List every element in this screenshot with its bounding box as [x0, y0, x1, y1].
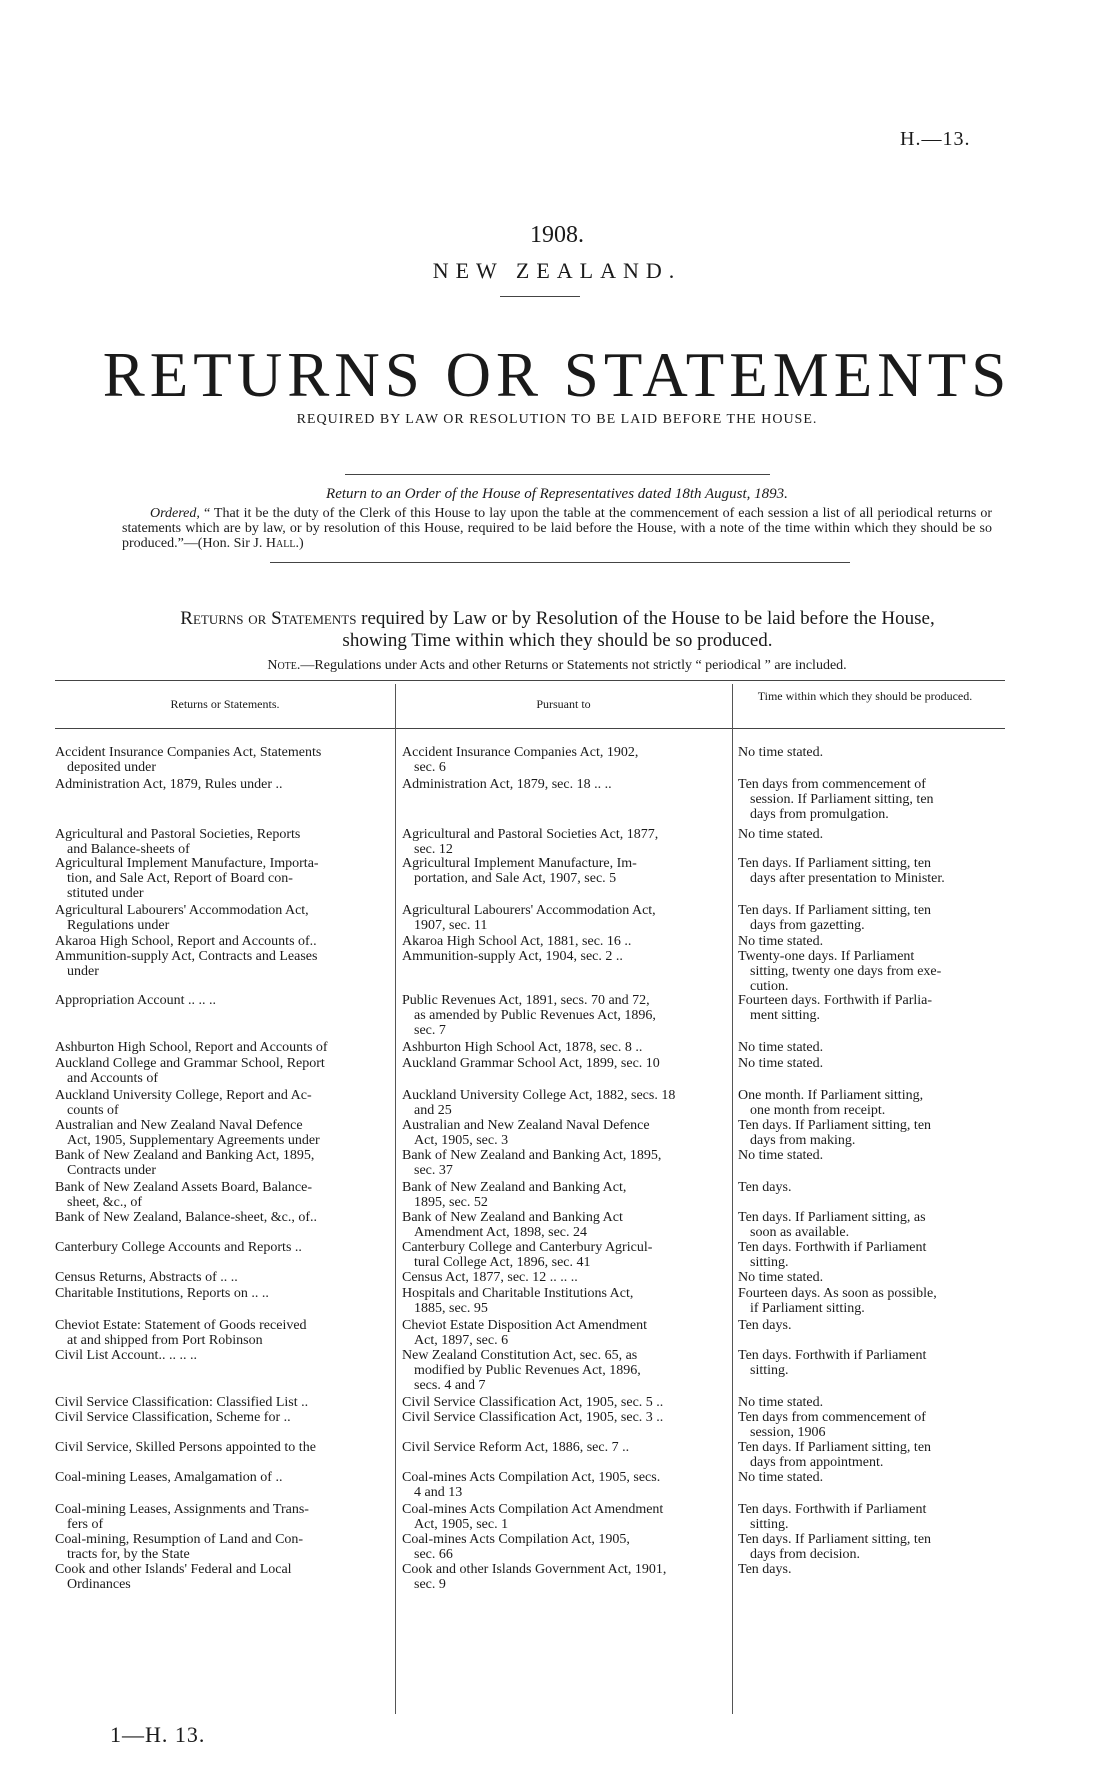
- cell-line: Ten days. If Parliament sitting, ten: [738, 856, 932, 871]
- return-order-line: Return to an Order of the House of Representatives dated 18th August, 1893.: [326, 486, 788, 502]
- cell-pursuant: [402, 1180, 727, 1210]
- cell-pursuant: [402, 1040, 727, 1055]
- cell-line: Accident Insurance Companies Act, Statements: [55, 745, 322, 760]
- divider: [270, 562, 850, 563]
- cell-return: [55, 1088, 390, 1118]
- cell-line: if Parliament sitting.: [750, 1301, 865, 1316]
- order-text: [122, 506, 992, 551]
- cell-line: at and shipped from Port Robinson: [67, 1333, 263, 1348]
- cell-return: [55, 777, 390, 792]
- cell-return: [55, 1240, 390, 1255]
- cell-return: [55, 1470, 390, 1485]
- ordered-body: “ That it be the duty of the Clerk of this House to lay upon the table at the commencement of each session a list of all periodical returns or statements which are by law, or by resolution of this House, required to be laid before the House, with a note of the time within which they should be so produced.”—(Hon. Sir J.: [122, 506, 993, 551]
- cell-time: [738, 1502, 1003, 1532]
- cell-line: 1895, sec. 52: [414, 1195, 488, 1210]
- cell-line: Australian and New Zealand Naval Defence: [402, 1118, 650, 1133]
- cell-line: days from gazetting.: [750, 918, 865, 933]
- cell-time: [738, 1240, 1003, 1270]
- cell-line: Coal-mines Acts Compilation Act Amendment: [402, 1502, 664, 1517]
- cell-line: Coal-mines Acts Compilation Act, 1905, secs.: [402, 1470, 661, 1485]
- cell-pursuant: [402, 993, 727, 1038]
- note: [0, 658, 1114, 674]
- cell-time: [738, 1440, 1003, 1470]
- cell-time: [738, 949, 1003, 994]
- cell-line: Civil Service Reform Act, 1886, sec. 7 ..: [402, 1440, 630, 1455]
- cell-line: Ashburton High School, Report and Accounts of: [55, 1040, 328, 1055]
- cell-line: Bank of New Zealand and Banking Act,: [402, 1180, 627, 1195]
- cell-line: Public Revenues Act, 1891, secs. 70 and 72,: [402, 993, 650, 1008]
- column-header-returns: Returns or Statements.: [170, 697, 280, 711]
- cell-time: [738, 1270, 1003, 1285]
- cell-line: One month. If Parliament sitting,: [738, 1088, 924, 1103]
- cell-pursuant: [402, 1502, 727, 1532]
- cell-return: [55, 993, 390, 1008]
- country-name: NEW ZEALAND.: [432, 258, 682, 283]
- cell-line: Ten days. If Parliament sitting, ten: [738, 1440, 932, 1455]
- cell-line: and 25: [414, 1103, 452, 1118]
- cell-time: [738, 903, 1003, 933]
- cell-line: Administration Act, 1879, Rules under ..: [55, 777, 283, 792]
- cell-return: [55, 1040, 390, 1055]
- cell-line: Ten days.: [738, 1318, 792, 1333]
- cell-return: [55, 827, 390, 857]
- cell-line: tracts for, by the State: [67, 1547, 190, 1562]
- cell-line: No time stated.: [738, 1040, 824, 1055]
- cell-return: [55, 1395, 390, 1410]
- cell-pursuant: [402, 1410, 727, 1425]
- cell-line: sec. 12: [414, 842, 453, 857]
- cell-line: Act, 1897, sec. 6: [414, 1333, 509, 1348]
- cell-line: No time stated.: [738, 1148, 824, 1163]
- cell-line: sec. 7: [414, 1023, 446, 1038]
- cell-line: sec. 6: [414, 760, 446, 775]
- cell-time: [738, 1395, 1003, 1410]
- cell-time: [738, 993, 1003, 1023]
- divider: [500, 296, 580, 297]
- cell-line: portation, and Sale Act, 1907, sec. 5: [414, 871, 617, 886]
- cell-line: No time stated.: [738, 1470, 824, 1485]
- cell-line: Appropriation Account .. .. ..: [55, 993, 216, 1008]
- cell-pursuant: [402, 1240, 727, 1270]
- cell-time: [738, 1348, 1003, 1378]
- cell-time: [738, 1410, 1003, 1440]
- cell-line: days from appointment.: [750, 1455, 884, 1470]
- cell-line: Civil Service, Skilled Persons appointed to the: [55, 1440, 316, 1455]
- cell-line: session, 1906: [750, 1425, 826, 1440]
- column-header-pursuant: Pursuant to: [536, 697, 591, 711]
- column-divider: [732, 684, 733, 1714]
- cell-pursuant: [402, 1395, 727, 1410]
- cell-line: days from making.: [750, 1133, 856, 1148]
- cell-pursuant: [402, 1270, 727, 1285]
- cell-pursuant: [402, 934, 727, 949]
- cell-line: sec. 9: [414, 1577, 446, 1592]
- cell-pursuant: [402, 1148, 727, 1178]
- cell-return: [55, 1148, 390, 1178]
- cell-line: cution.: [750, 979, 789, 994]
- cell-time: [738, 1088, 1003, 1118]
- cell-line: under: [67, 964, 99, 979]
- cell-time: [738, 777, 1003, 822]
- cell-line: Civil Service Classification: Classified List ..: [55, 1395, 309, 1410]
- cell-line: sitting, twenty one days from exe-: [750, 964, 942, 979]
- cell-time: [738, 1470, 1003, 1485]
- cell-line: Coal-mining Leases, Assignments and Trans-: [55, 1502, 309, 1517]
- cell-time: [738, 1056, 1003, 1071]
- cell-line: days from decision.: [750, 1547, 861, 1562]
- cell-time: [738, 1040, 1003, 1055]
- cell-return: [55, 1118, 390, 1148]
- cell-return: [55, 1270, 390, 1285]
- cell-line: Census Act, 1877, sec. 12 .. .. ..: [402, 1270, 578, 1285]
- cell-line: tural College Act, 1896, sec. 41: [414, 1255, 591, 1270]
- cell-pursuant: [402, 1210, 727, 1240]
- cell-line: Act, 1905, Supplementary Agreements under: [67, 1133, 320, 1148]
- cell-line: 1907, sec. 11: [414, 918, 488, 933]
- cell-return: [55, 934, 390, 949]
- cell-pursuant: [402, 1286, 727, 1316]
- cell-line: soon as available.: [750, 1225, 850, 1240]
- cell-line: Bank of New Zealand and Banking Act: [402, 1210, 623, 1225]
- cell-line: Ten days. Forthwith if Parliament: [738, 1240, 927, 1255]
- cell-line: Ten days.: [738, 1180, 792, 1195]
- cell-line: Ten days from commencement of: [738, 1410, 926, 1425]
- cell-line: sheet, &c., of: [67, 1195, 143, 1210]
- page-footer: 1—H. 13.: [110, 1722, 206, 1747]
- cell-return: [55, 1056, 390, 1086]
- cell-time: [738, 1180, 1003, 1195]
- cell-return: [55, 856, 390, 901]
- cell-pursuant: [402, 1562, 727, 1592]
- cell-return: [55, 1410, 390, 1425]
- cell-line: Twenty-one days. If Parliament: [738, 949, 915, 964]
- cell-line: Ammunition-supply Act, 1904, sec. 2 ..: [402, 949, 623, 964]
- ordered-end: .): [295, 536, 304, 551]
- cell-time: [738, 745, 1003, 760]
- heading-statements: Statements: [271, 608, 357, 629]
- cell-line: Akaroa High School Act, 1881, sec. 16 ..: [402, 934, 632, 949]
- cell-line: Auckland University College, Report and Ac-: [55, 1088, 312, 1103]
- cell-line: New Zealand Constitution Act, sec. 65, as: [402, 1348, 638, 1363]
- cell-line: Ammunition-supply Act, Contracts and Leases: [55, 949, 318, 964]
- cell-line: Regulations under: [67, 918, 170, 933]
- cell-return: [55, 1440, 390, 1455]
- cell-return: [55, 1318, 390, 1348]
- cell-line: No time stated.: [738, 1270, 824, 1285]
- table-top-rule: [55, 680, 1005, 681]
- cell-line: Bank of New Zealand and Banking Act, 1895,: [55, 1148, 315, 1163]
- cell-line: Ten days. If Parliament sitting, as: [738, 1210, 926, 1225]
- cell-line: stituted under: [67, 886, 144, 901]
- divider: [345, 474, 770, 475]
- cell-line: Auckland Grammar School Act, 1899, sec. 10: [402, 1056, 660, 1071]
- cell-line: Agricultural Labourers' Accommodation Act,: [402, 903, 656, 918]
- cell-line: Akaroa High School, Report and Accounts of..: [55, 934, 317, 949]
- cell-line: Agricultural and Pastoral Societies Act, 1877,: [402, 827, 659, 842]
- cell-line: Australian and New Zealand Naval Defence: [55, 1118, 303, 1133]
- cell-line: Administration Act, 1879, sec. 18 .. ..: [402, 777, 612, 792]
- cell-line: No time stated.: [738, 827, 824, 842]
- cell-line: 4 and 13: [414, 1485, 463, 1500]
- cell-pursuant: [402, 1056, 727, 1071]
- cell-line: fers of: [67, 1517, 104, 1532]
- cell-line: Canterbury College and Canterbury Agricul-: [402, 1240, 653, 1255]
- cell-line: days after presentation to Minister.: [750, 871, 945, 886]
- cell-return: [55, 949, 390, 979]
- cell-pursuant: [402, 777, 727, 792]
- cell-time: [738, 827, 1003, 842]
- page-subtitle: REQUIRED BY LAW OR RESOLUTION TO BE LAID BEFORE THE HOUSE.: [296, 412, 818, 427]
- cell-line: modified by Public Revenues Act, 1896,: [414, 1363, 641, 1378]
- cell-line: No time stated.: [738, 745, 824, 760]
- cell-line: sitting.: [750, 1363, 789, 1378]
- note-label: Note.: [267, 658, 301, 673]
- cell-line: Agricultural Labourers' Accommodation Act,: [55, 903, 309, 918]
- cell-line: sec. 66: [414, 1547, 453, 1562]
- cell-pursuant: [402, 1470, 727, 1500]
- cell-time: [738, 856, 1003, 886]
- cell-line: Fourteen days. As soon as possible,: [738, 1286, 937, 1301]
- cell-line: Ten days.: [738, 1562, 792, 1577]
- cell-line: Canterbury College Accounts and Reports ..: [55, 1240, 302, 1255]
- cell-pursuant: [402, 1348, 727, 1393]
- cell-line: Accident Insurance Companies Act, 1902,: [402, 745, 639, 760]
- cell-line: Agricultural Implement Manufacture, Importa-: [55, 856, 319, 871]
- cell-line: Civil Service Classification Act, 1905, sec. 3 ..: [402, 1410, 664, 1425]
- cell-line: Coal-mining Leases, Amalgamation of ..: [55, 1470, 283, 1485]
- cell-line: Civil Service Classification Act, 1905, sec. 5 ..: [402, 1395, 664, 1410]
- cell-pursuant: [402, 1118, 727, 1148]
- cell-line: as amended by Public Revenues Act, 1896,: [414, 1008, 656, 1023]
- cell-line: Ten days. If Parliament sitting, ten: [738, 1118, 932, 1133]
- cell-return: [55, 903, 390, 933]
- ordered-label: Ordered,: [150, 506, 200, 521]
- cell-line: Cheviot Estate Disposition Act Amendment: [402, 1318, 647, 1333]
- cell-time: [738, 1532, 1003, 1562]
- column-divider: [395, 684, 396, 1714]
- cell-line: Agricultural and Pastoral Societies, Reports: [55, 827, 301, 842]
- cell-line: Coal-mines Acts Compilation Act, 1905,: [402, 1532, 630, 1547]
- cell-line: tion, and Sale Act, Report of Board con-: [67, 871, 293, 886]
- cell-line: ment sitting.: [750, 1008, 820, 1023]
- cell-return: [55, 1562, 390, 1592]
- cell-line: No time stated.: [738, 1395, 824, 1410]
- cell-line: Ten days from commencement of: [738, 777, 926, 792]
- cell-line: days from promulgation.: [750, 807, 889, 822]
- cell-pursuant: [402, 1088, 727, 1118]
- cell-return: [55, 1210, 390, 1225]
- cell-pursuant: [402, 827, 727, 857]
- cell-line: Cheviot Estate: Statement of Goods received: [55, 1318, 307, 1333]
- cell-line: No time stated.: [738, 1056, 824, 1071]
- cell-pursuant: [402, 1532, 727, 1562]
- cell-line: deposited under: [67, 760, 157, 775]
- page-title: RETURNS OR STATEMENTS: [102, 340, 1012, 410]
- cell-pursuant: [402, 949, 727, 964]
- cell-time: [738, 1562, 1003, 1577]
- cell-time: [738, 1210, 1003, 1240]
- heading-line2: showing Time within which they should be so produced.: [342, 630, 773, 651]
- cell-return: [55, 1180, 390, 1210]
- cell-pursuant: [402, 1318, 727, 1348]
- cell-return: [55, 1286, 390, 1301]
- cell-line: Civil List Account.. .. .. ..: [55, 1348, 197, 1363]
- cell-line: Cook and other Islands Government Act, 1901,: [402, 1562, 667, 1577]
- cell-return: [55, 745, 390, 775]
- ordered-name: Hall: [265, 536, 296, 551]
- cell-line: Ten days. Forthwith if Parliament: [738, 1348, 927, 1363]
- cell-line: Coal-mining, Resumption of Land and Con-: [55, 1532, 304, 1547]
- cell-pursuant: [402, 1440, 727, 1455]
- cell-line: Act, 1905, sec. 3: [414, 1133, 509, 1148]
- cell-line: Amendment Act, 1898, sec. 24: [414, 1225, 588, 1240]
- cell-line: Civil Service Classification, Scheme for ..: [55, 1410, 291, 1425]
- heading-line1: required by Law or by Resolution of the House to be laid before the House,: [361, 608, 935, 629]
- cell-line: No time stated.: [738, 934, 824, 949]
- table-heading: [80, 608, 1035, 652]
- column-header-time: Time within which they should be produced.: [757, 689, 973, 703]
- cell-line: Fourteen days. Forthwith if Parlia-: [738, 993, 933, 1008]
- cell-line: Contracts under: [67, 1163, 157, 1178]
- cell-line: Ashburton High School Act, 1878, sec. 8 ..: [402, 1040, 643, 1055]
- cell-line: Bank of New Zealand, Balance-sheet, &c., of..: [55, 1210, 318, 1225]
- cell-pursuant: [402, 856, 727, 886]
- note-text: —Regulations under Acts and other Returns or Statements not strictly “ periodical ” are included.: [300, 658, 847, 673]
- cell-line: Ten days. If Parliament sitting, ten: [738, 1532, 932, 1547]
- cell-line: and Accounts of: [67, 1071, 158, 1086]
- heading-or: or: [248, 608, 267, 629]
- cell-time: [738, 1318, 1003, 1333]
- heading-returns: Returns: [180, 608, 244, 629]
- cell-line: Hospitals and Charitable Institutions Act,: [402, 1286, 634, 1301]
- cell-line: 1885, sec. 95: [414, 1301, 488, 1316]
- cell-line: Act, 1905, sec. 1: [414, 1517, 509, 1532]
- cell-pursuant: [402, 745, 727, 775]
- cell-line: Bank of New Zealand and Banking Act, 1895,: [402, 1148, 662, 1163]
- cell-line: and Balance-sheets of: [67, 842, 190, 857]
- document-reference: H.—13.: [900, 128, 971, 150]
- document-year: 1908.: [530, 222, 584, 248]
- cell-pursuant: [402, 903, 727, 933]
- table-header-rule: [55, 728, 1005, 729]
- cell-line: Ten days. If Parliament sitting, ten: [738, 903, 932, 918]
- cell-line: Cook and other Islands' Federal and Local: [55, 1562, 292, 1577]
- cell-return: [55, 1348, 390, 1363]
- cell-line: Census Returns, Abstracts of .. ..: [55, 1270, 238, 1285]
- cell-line: counts of: [67, 1103, 119, 1118]
- cell-line: Auckland University College Act, 1882, secs. 18: [402, 1088, 676, 1103]
- cell-line: Agricultural Implement Manufacture, Im-: [402, 856, 637, 871]
- cell-return: [55, 1502, 390, 1532]
- cell-return: [55, 1532, 390, 1562]
- cell-line: session. If Parliament sitting, ten: [750, 792, 934, 807]
- cell-line: Ten days. Forthwith if Parliament: [738, 1502, 927, 1517]
- cell-line: Charitable Institutions, Reports on .. ..: [55, 1286, 269, 1301]
- cell-line: sitting.: [750, 1255, 789, 1270]
- cell-line: secs. 4 and 7: [414, 1378, 486, 1393]
- cell-line: Bank of New Zealand Assets Board, Balance-: [55, 1180, 312, 1195]
- cell-time: [738, 1118, 1003, 1148]
- cell-line: one month from receipt.: [750, 1103, 886, 1118]
- cell-line: Auckland College and Grammar School, Report: [55, 1056, 325, 1071]
- cell-time: [738, 1148, 1003, 1163]
- cell-line: sitting.: [750, 1517, 789, 1532]
- cell-time: [738, 934, 1003, 949]
- cell-time: [738, 1286, 1003, 1316]
- cell-line: sec. 37: [414, 1163, 453, 1178]
- cell-line: Ordinances: [67, 1577, 131, 1592]
